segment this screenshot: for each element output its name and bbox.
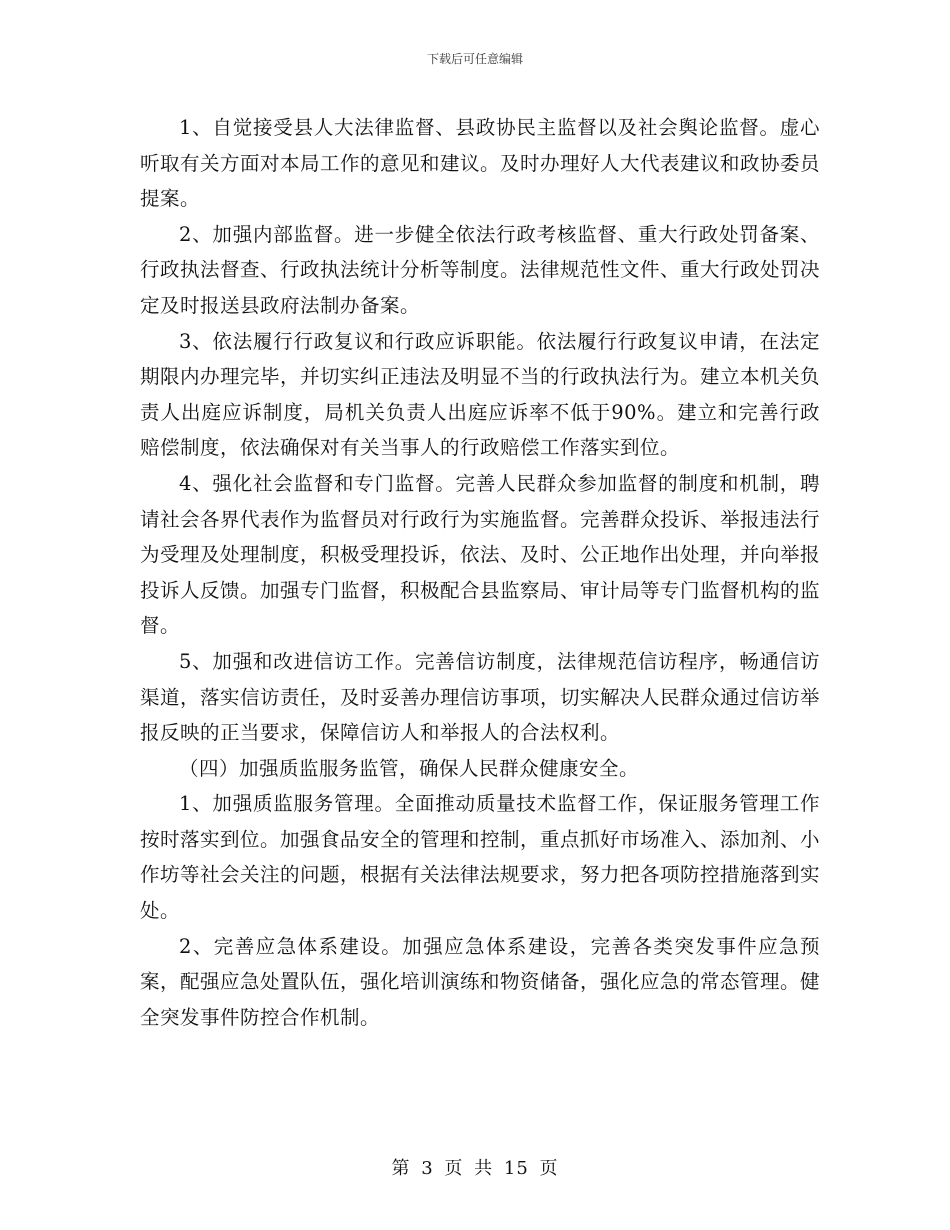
page-header: 下载后可任意编辑: [426, 52, 523, 66]
paragraph-7: 2、完善应急体系建设。加强应急体系建设，完善各类突发事件应急预案，配强应急处置队伍，强化培训演练和物资储备，强化应急的常态管理。健全突发事件防控合作机制。: [140, 934, 821, 1029]
footer-page-word: 页: [444, 1158, 464, 1179]
paragraph-3: 3、依法履行行政复议和行政应诉职能。依法履行行政复议申请，在法定期限内办理完毕，并切实纠正违法及明显不当的行政执法行为。建立本机关负责人出庭应诉制度，局机关负责人出庭应诉率不低于90%。建立和完善行政赔偿制度，依法确保对有关当事人的行政赔偿工作落实到位。: [140, 329, 821, 460]
section-heading: （四）加强质监服务监管，确保人民群众健康安全。: [179, 756, 640, 780]
document-body: [140, 110, 820, 1035]
footer-total-word: 共: [474, 1158, 494, 1179]
paragraph-2: 2、加强内部监督。进一步健全依法行政考核监督、重大行政处罚备案、行政执法督查、行政执法统计分析等制度。法律规范性文件、重大行政处罚决定及时报送县政府法制办备案。: [140, 222, 821, 317]
paragraph-4: 4、强化社会监督和专门监督。完善人民群众参加监督的制度和机制，聘请社会各界代表作为监督员对行政行为实施监督。完善群众投诉、举报违法行为受理及处理制度，积极受理投诉，依法、及时、公正地作出处理，并向举报投诉人反馈。加强专门监督，积极配合县监察局、审计局等专门监督机构的监督。: [140, 471, 821, 638]
paragraph-1: 1、自觉接受县人大法律监督、县政协民主监督以及社会舆论监督。虚心听取有关方面对本局工作的意见和建议。及时办理好人大代表建议和政协委员提案。: [140, 116, 821, 211]
footer-suffix: 页: [539, 1158, 559, 1179]
paragraph-6: 1、加强质监服务管理。全面推动质量技术监督工作，保证服务管理工作按时落实到位。加强食品安全的管理和控制，重点抓好市场准入、添加剂、小作坊等社会关注的问题，根据有关法律法规要求，努力把各项防控措施落到实处。: [140, 792, 821, 923]
footer-total-pages: 15: [503, 1158, 529, 1179]
footer-prefix: 第: [391, 1158, 411, 1179]
page-footer: [0, 1154, 950, 1180]
paragraph-5: 5、加强和改进信访工作。完善信访制度，法律规范信访程序，畅通信访渠道，落实信访责任，及时妥善办理信访事项，切实解决人民群众通过信访举报反映的正当要求，保障信访人和举报人的合法权利。: [140, 649, 821, 745]
footer-current-page: 3: [421, 1158, 434, 1179]
